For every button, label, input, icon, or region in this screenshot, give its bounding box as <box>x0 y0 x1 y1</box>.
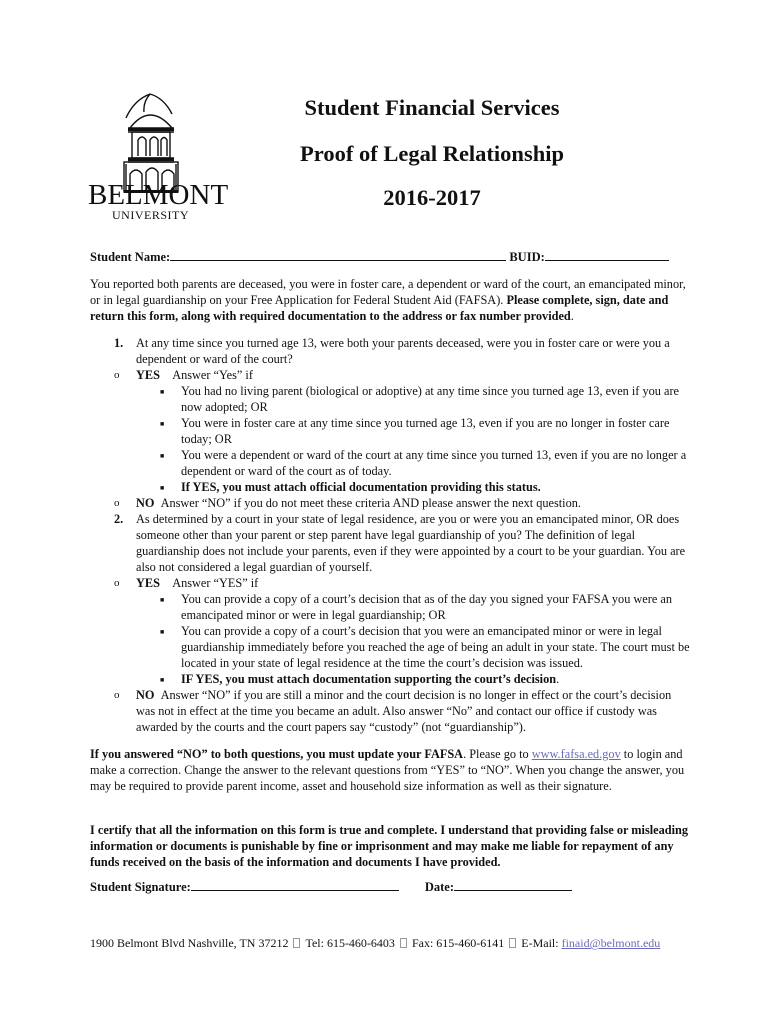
intro-instruction: Please complete, sign, date and return this form, along with required documentation to the address or fax number provided <box>90 293 669 323</box>
q1-yes-text: Answer “Yes” if <box>172 368 253 382</box>
q2-attach-note: IF YES, you must attach documentation supporting the court’s decision <box>181 672 557 686</box>
footer-fax: Fax: 615-460-6141 <box>411 936 505 950</box>
office-title: Student Financial Services <box>304 95 560 120</box>
certification-statement: I certify that all the information on this form is true and complete. I understand that providing false or misleading information or documents is punishable by fine or imprisonment and may make me liable for repayment of any funds received on the basis of the information and documents I have provided. <box>90 823 688 869</box>
square-bullet-icon: ■ <box>160 596 165 604</box>
q2-yes-label: YES <box>136 576 160 590</box>
form-title: Proof of Legal Relationship <box>300 141 564 166</box>
intro-text: You reported both parents are deceased, you were in foster care, a dependent or ward of the court, an emancipated minor, or in legal guardianship on your Free Application for Federal Student Aid (FAFSA). <box>90 277 686 307</box>
q2-attach-end: . <box>556 672 560 686</box>
separator-box-icon <box>293 938 300 948</box>
q2-bullet-1: You can provide a copy of a court’s decision that as of the day you signed your FAFSA you were an emancipated minor or were in legal guardianship; OR <box>181 592 672 622</box>
intro-paragraph <box>90 276 688 324</box>
q1-attach-note: If YES, you must attach official documentation providing this status. <box>181 480 541 494</box>
list-item <box>90 447 690 479</box>
q1-bullet-3: You were a dependent or ward of the court at any time since you turned 13, even if you are no longer a dependent or ward of the court as of today. <box>181 448 687 478</box>
q2-no-label: NO <box>136 688 155 702</box>
question-1-text-row <box>90 335 690 367</box>
square-bullet-icon: ■ <box>160 676 165 684</box>
square-bullet-icon: ■ <box>160 420 165 428</box>
footer-address: 1900 Belmont Blvd Nashville, TN 37212 <box>90 936 289 950</box>
footer-contact <box>90 935 660 951</box>
square-bullet-icon: ■ <box>160 388 165 396</box>
q2-yes-text: Answer “YES” if <box>172 576 259 590</box>
award-year: 2016-2017 <box>383 185 481 210</box>
fafsa-link[interactable]: www.fafsa.ed.gov <box>531 747 621 761</box>
circle-bullet-icon: o <box>114 369 120 381</box>
student-name-row: Student Name: BUID: <box>90 248 690 266</box>
list-item <box>90 591 690 623</box>
student-name-field[interactable] <box>170 248 506 261</box>
square-bullet-icon: ■ <box>160 484 165 492</box>
list-item <box>90 383 690 415</box>
fafsa-bold: If you answered “NO” to both questions, you must update your FAFSA <box>90 747 464 761</box>
q2-no-text: Answer “NO” if you are still a minor and the court decision is no longer in effect or the court’s decision was not in effect at the time you became an adult. Also answer “No” and contact our office if custody was awarded by the courts and the court papers say “custody” (not “guardianship”). <box>136 688 672 734</box>
question-2-text: As determined by a court in your state of legal residence, are you or were you an emancipated minor, OR does someone other than your parent or step parent have legal guardianship of you? The definition of legal guardianship does not include your parents, even if they were appointed by a court to be your guardian. You are also not considered a legal guardian of yourself. <box>136 512 686 574</box>
list-item <box>90 671 690 687</box>
fafsa-paragraph <box>90 746 688 794</box>
question-1 <box>90 335 690 735</box>
signature-field[interactable] <box>191 878 399 891</box>
question-1-number: 1. <box>114 336 124 350</box>
list-item <box>90 623 690 671</box>
date-label: Date <box>424 880 450 894</box>
intro-end: . <box>570 309 574 323</box>
circle-bullet-icon: o <box>114 689 120 701</box>
date-field[interactable] <box>454 878 572 891</box>
q1-yes-label: YES <box>136 368 160 382</box>
question-2-text-row <box>90 511 690 575</box>
footer-email-label: E-Mail: <box>521 936 562 950</box>
logo-subtitle: UNIVERSITY <box>112 208 189 222</box>
circle-bullet-icon: o <box>114 497 120 509</box>
logo-wordmark: BELMONT <box>88 179 229 211</box>
fafsa-text-1: . Please go to <box>463 747 532 761</box>
buid-label: BUID <box>509 250 541 264</box>
signature-label: Student Signature <box>90 880 187 894</box>
student-name-label: Student Name <box>90 250 167 264</box>
q1-bullet-2: You were in foster care at any time since you turned age 13, even if you are no longer in foster care today; OR <box>181 416 670 446</box>
square-bullet-icon: ■ <box>160 452 165 460</box>
footer-email-link[interactable]: finaid@belmont.edu <box>561 936 661 950</box>
footer-tel: Tel: 615-460-6403 <box>305 936 395 950</box>
q1-bullet-1: You had no living parent (biological or adoptive) at any time since you turned age 13, even if you are now adopted; OR <box>181 384 680 414</box>
square-bullet-icon: ■ <box>160 628 165 636</box>
question-1-no-row <box>90 495 690 511</box>
question-2-no-row <box>90 687 690 735</box>
buid-field[interactable] <box>545 248 669 261</box>
signature-row: Student Signature: Date: <box>90 878 690 896</box>
fafsa-text-2: to login and make a correction. Change the answer to the relevant questions from “YES” to “NO”. When you change the answer, you may be required to provide parent income, asset and household size information as well as their signature. <box>90 747 685 793</box>
question-1-yes-row <box>90 367 690 383</box>
circle-bullet-icon: o <box>114 577 120 589</box>
question-2-number: 2. <box>114 512 124 526</box>
list-item <box>90 479 690 495</box>
question-1-text: At any time since you turned age 13, were both your parents deceased, were you in foster care or were you a dependent or ward of the court? <box>136 336 670 366</box>
question-2-yes-row <box>90 575 690 591</box>
separator-box-icon <box>400 938 407 948</box>
separator-box-icon <box>509 938 516 948</box>
q1-no-label: NO <box>136 496 155 510</box>
q1-no-text: Answer “NO” if you do not meet these criteria AND please answer the next question. <box>160 496 581 510</box>
q2-bullet-2: You can provide a copy of a court’s decision that you were an emancipated minor or were in legal guardianship immediately before you reached the age of being an adult in your state. The court must be located in your state of legal residence at the time the court’s decision was issued. <box>181 624 690 670</box>
list-item <box>90 415 690 447</box>
